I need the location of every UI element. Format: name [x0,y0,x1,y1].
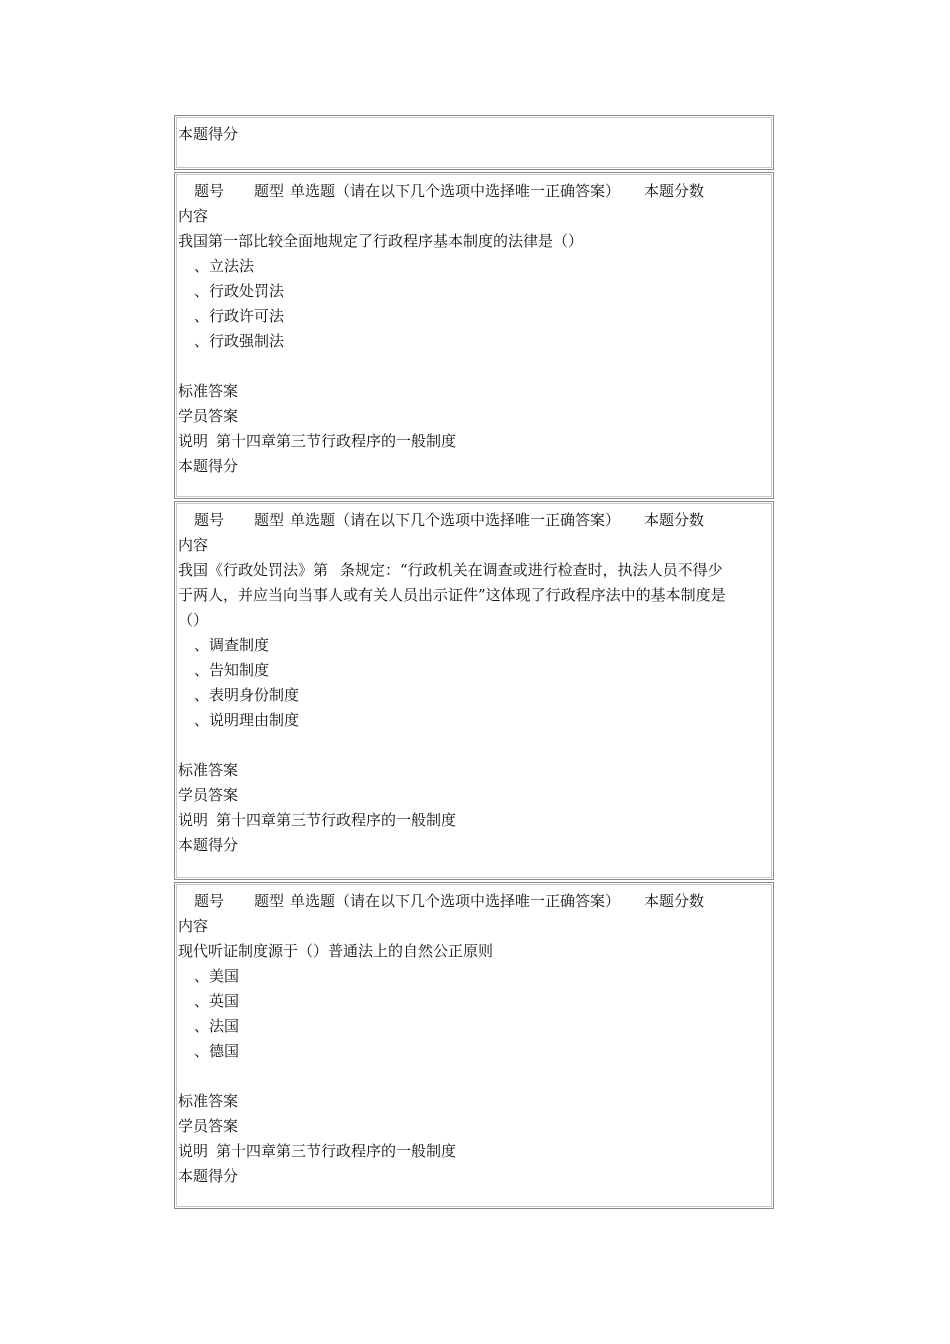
student-answer-label: 学员答案 [178,1117,239,1135]
question-score-label: 本题得分 [178,457,239,475]
option-c[interactable]: 、法国 [194,1017,240,1035]
question-type-value: 单选题（请在以下几个选项中选择唯一正确答案） [290,182,621,200]
question-score-label: 本题得分 [178,836,239,854]
question-content-line-2: 于两人，并应当向当事人或有关人员出示证件”这体现了行政程序法中的基本制度是 [178,586,726,604]
explanation-label: 说明 [178,811,209,829]
question-points-label: 本题分数 [644,182,705,200]
question-points-label: 本题分数 [644,892,705,910]
option-d[interactable]: 、行政强制法 [194,332,285,350]
spacer [178,354,770,379]
question-type-value: 单选题（请在以下几个选项中选择唯一正确答案） [290,892,621,910]
question-content-line-1 [178,558,770,583]
question-block-2 [174,501,774,880]
question-content: 我国第一部比较全面地规定了行政程序基本制度的法律是（） [178,232,584,250]
question-type-value: 单选题（请在以下几个选项中选择唯一正确答案） [290,511,621,529]
option-a[interactable]: 、立法法 [194,257,255,275]
question-number-label: 题号 [194,511,225,529]
question-type-label: 题型 [254,511,285,529]
option-b[interactable]: 、告知制度 [194,661,270,679]
explanation-text: 第十四章第三节行政程序的一般制度 [216,432,457,450]
content-label: 内容 [178,207,209,225]
question-content: 现代听证制度源于（）普通法上的自然公正原则 [178,942,494,960]
content-label: 内容 [178,536,209,554]
option-a[interactable]: 、调查制度 [194,636,270,654]
question-header [178,508,770,533]
explanation-text: 第十四章第三节行政程序的一般制度 [216,811,457,829]
question-number-label: 题号 [194,182,225,200]
question-block-1 [174,172,774,499]
option-b[interactable]: 、行政处罚法 [194,282,285,300]
option-b[interactable]: 、英国 [194,992,240,1010]
question-content-line-3: （） [178,611,209,629]
question-score-label: 本题得分 [178,1167,239,1185]
standard-answer-label: 标准答案 [178,761,239,779]
standard-answer-label: 标准答案 [178,1092,239,1110]
explanation [178,808,770,833]
student-answer-label: 学员答案 [178,786,239,804]
question-content-part-2: 条规定：“行政机关在调查或进行检查时，执法人员不得少 [340,561,723,579]
student-answer-label: 学员答案 [178,407,239,425]
score-label: 本题得分 [178,125,239,143]
question-content-part-1: 我国《行政处罚法》第 [178,561,329,579]
quiz-sheet [174,115,774,1211]
question-number-label: 题号 [194,892,225,910]
option-c[interactable]: 、行政许可法 [194,307,285,325]
standard-answer-label: 标准答案 [178,382,239,400]
explanation-label: 说明 [178,432,209,450]
explanation-text: 第十四章第三节行政程序的一般制度 [216,1142,457,1160]
spacer [178,1064,770,1089]
option-a[interactable]: 、美国 [194,967,240,985]
content-label: 内容 [178,917,209,935]
option-d[interactable]: 、说明理由制度 [194,711,300,729]
explanation [178,429,770,454]
question-points-label: 本题分数 [644,511,705,529]
spacer [178,733,770,758]
option-d[interactable]: 、德国 [194,1042,240,1060]
question-block-3 [174,882,774,1209]
explanation [178,1139,770,1164]
question-type-label: 题型 [254,892,285,910]
explanation-label: 说明 [178,1142,209,1160]
score-block [174,115,774,170]
question-header [178,889,770,914]
question-header [178,179,770,204]
option-c[interactable]: 、表明身份制度 [194,686,300,704]
question-type-label: 题型 [254,182,285,200]
